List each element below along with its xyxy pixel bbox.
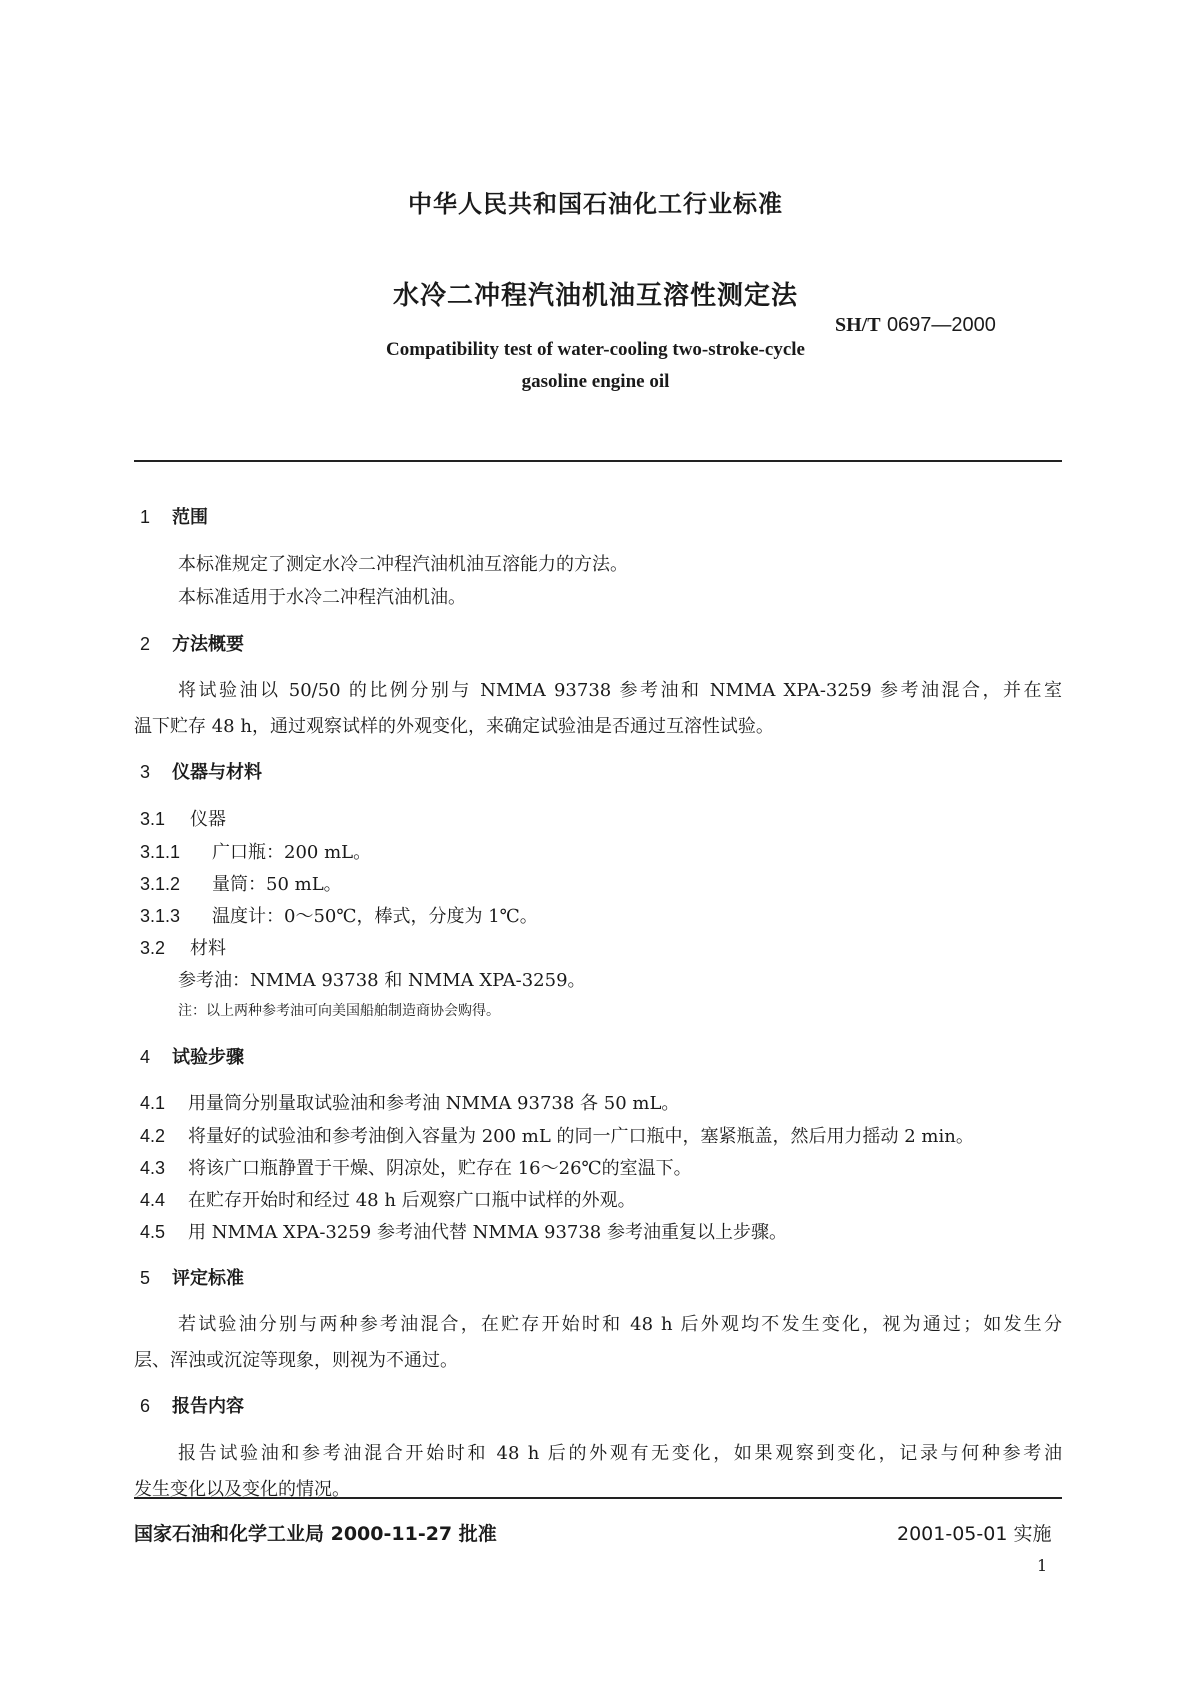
- section-4-heading: [140, 1043, 244, 1069]
- step-4-3-number: 4.3: [140, 1158, 166, 1178]
- section-2-title: 方法概要: [172, 634, 244, 655]
- section-1-heading: [140, 503, 208, 529]
- step-4-5-number: 4.5: [140, 1222, 166, 1242]
- footer-divider: [134, 1497, 1062, 1499]
- approval-line: 国家石油和化学工业局 2000-11-27 批准: [134, 1523, 497, 1545]
- step-4-5: [140, 1218, 787, 1244]
- item-3-1-2: [140, 870, 342, 896]
- item-3-1-number: 3.1: [140, 809, 166, 829]
- section-6-line-2: 发生变化以及变化的情况。: [134, 1479, 350, 1500]
- section-2-line-2: 温下贮存 48 h，通过观察试样的外观变化，来确定试验油是否通过互溶性试验。: [134, 716, 774, 737]
- section-1-paragraph-1: 本标准规定了测定水冷二冲程汽油机油互溶能力的方法。: [178, 554, 628, 575]
- standard-title: 水冷二冲程汽油机油互溶性测定法: [392, 281, 798, 311]
- section-5-title: 评定标准: [172, 1268, 244, 1289]
- step-4-3: [140, 1154, 692, 1180]
- item-3-1-1-text: 广口瓶：200 mL。: [212, 842, 372, 863]
- item-3-1-2-number: 3.1.2: [140, 874, 181, 894]
- section-1-title: 范围: [172, 507, 208, 528]
- effective-date: 2001-05-01 实施: [897, 1523, 1052, 1545]
- section-3-title: 仪器与材料: [172, 762, 262, 783]
- note-line: 注：以上两种参考油可向美国船舶制造商协会购得。: [178, 1003, 500, 1019]
- header-divider: [134, 460, 1062, 462]
- step-4-5-text: 用 NMMA XPA-3259 参考油代替 NMMA 93738 参考油重复以上步骤。: [188, 1222, 787, 1243]
- section-1-paragraph-2: 本标准适用于水冷二冲程汽油机油。: [178, 587, 466, 608]
- english-title-line-2: gasoline engine oil: [521, 371, 670, 392]
- section-3-heading: [140, 758, 262, 784]
- section-2-heading: [140, 630, 244, 656]
- step-4-2-number: 4.2: [140, 1126, 166, 1146]
- item-3-1-1: [140, 838, 371, 864]
- english-title-line-1: Compatibility test of water-cooling two-stroke-cycle: [386, 339, 805, 360]
- section-5-number: 5: [140, 1268, 151, 1288]
- item-3-1-text: 仪器: [190, 809, 226, 830]
- item-3-1-2-text: 量筒：50 mL。: [212, 874, 342, 895]
- item-3-1-3: [140, 902, 538, 928]
- item-3-1-1-number: 3.1.1: [140, 842, 181, 862]
- section-1-number: 1: [140, 507, 151, 527]
- item-3-1: [140, 805, 226, 831]
- section-6-heading: [140, 1392, 244, 1418]
- section-5-line-1: 若试验油分别与两种参考油混合，在贮存开始时和 48 h 后外观均不发生变化，视为通过；如发生分: [178, 1314, 1062, 1335]
- step-4-3-text: 将该广口瓶静置于干燥、阴凉处，贮存在 16～26℃的室温下。: [188, 1158, 692, 1179]
- section-5-line-2: 层、浑浊或沉淀等现象，则视为不通过。: [134, 1350, 458, 1371]
- section-2-number: 2: [140, 634, 151, 654]
- page-number: 1: [1037, 1556, 1048, 1575]
- item-3-1-3-number: 3.1.3: [140, 906, 181, 926]
- item-3-2: [140, 934, 226, 960]
- step-4-4-text: 在贮存开始时和经过 48 h 后观察广口瓶中试样的外观。: [188, 1190, 636, 1211]
- step-4-2-text: 将量好的试验油和参考油倒入容量为 200 mL 的同一广口瓶中，塞紧瓶盖，然后用力摇动 2 min。: [188, 1126, 974, 1147]
- section-6-number: 6: [140, 1396, 151, 1416]
- item-3-1-3-text: 温度计：0～50℃，棒式，分度为 1℃。: [212, 906, 538, 927]
- step-4-1-number: 4.1: [140, 1093, 166, 1113]
- step-4-4-number: 4.4: [140, 1190, 166, 1210]
- section-2-line-1: 将试验油以 50/50 的比例分别与 NMMA 93738 参考油和 NMMA XPA-3259 参考油混合，并在室: [178, 680, 1062, 701]
- step-4-1-text: 用量筒分别量取试验油和参考油 NMMA 93738 各 50 mL。: [188, 1093, 680, 1114]
- standard-code-prefix: SH/T: [835, 314, 881, 336]
- section-6-line-1: 报告试验油和参考油混合开始时和 48 h 后的外观有无变化，如果观察到变化，记录与何种参考油: [178, 1443, 1062, 1464]
- section-4-title: 试验步骤: [172, 1047, 244, 1068]
- step-4-1: [140, 1089, 679, 1115]
- item-3-2-number: 3.2: [140, 938, 166, 958]
- step-4-4: [140, 1186, 636, 1212]
- item-3-2-text: 材料: [190, 938, 226, 959]
- section-4-number: 4: [140, 1047, 151, 1067]
- org-title: 中华人民共和国石油化工行业标准: [408, 190, 783, 218]
- standard-code: [835, 312, 996, 337]
- section-6-title: 报告内容: [172, 1396, 244, 1417]
- section-3-number: 3: [140, 762, 151, 782]
- standard-code-number: 0697—2000: [886, 314, 996, 336]
- material-line: 参考油：NMMA 93738 和 NMMA XPA-3259。: [178, 970, 586, 991]
- step-4-2: [140, 1122, 974, 1148]
- section-5-heading: [140, 1264, 244, 1290]
